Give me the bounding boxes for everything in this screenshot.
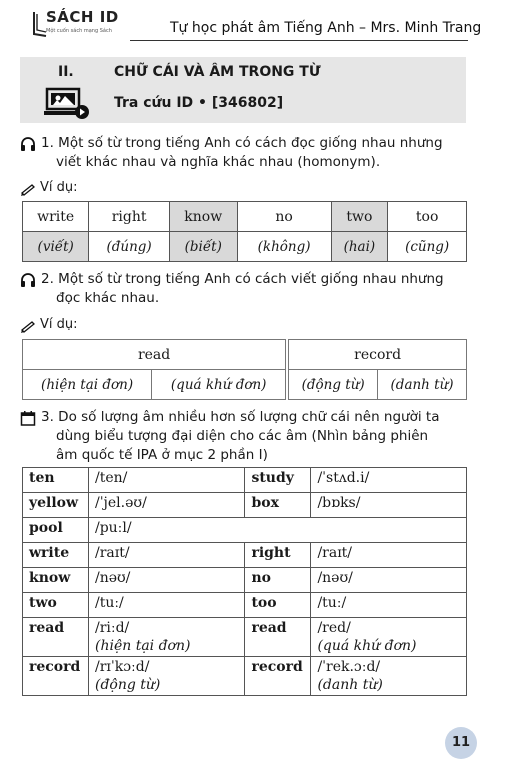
table-row [23,340,467,370]
item3-text-line3: âm quốc tế IPA ở mục 2 phần I) [56,447,268,463]
table-cell: right [89,202,170,232]
table-row [23,493,467,518]
table-cell [245,593,311,618]
cell-text: /raɪt/ [317,545,353,561]
cell-text: /ˈrek.ɔːd/ [317,659,381,675]
table-row [23,518,467,543]
table-row [23,232,467,262]
table-cell: (hiện tại đơn) [23,370,152,400]
cell-text: record [251,659,303,675]
cell-text: /tuː/ [94,595,124,611]
table-row [23,202,467,232]
table-cell: write [23,202,89,232]
cell-text: too [251,595,277,611]
cell-note: (hiện tại đơn) [94,638,191,654]
table-cell: too [388,202,467,232]
table-cell: (không) [237,232,331,262]
table-row [23,370,467,400]
ipa-table [22,467,467,696]
table-cell [23,657,89,696]
logo-tagline: Một cuốn sách mạng Sách [46,28,112,34]
cell-text: pool [29,520,63,536]
table-cell: record [289,340,467,370]
cell-text: /riːd/ [94,620,130,636]
table-cell [23,543,89,568]
cell-text: /nəʊ/ [317,570,353,586]
cell-text: know [29,570,71,586]
table-cell: know [169,202,237,232]
heteronym-table [22,339,467,400]
cell-text: study [251,470,294,486]
table-row [23,543,467,568]
table-cell: no [237,202,331,232]
table-cell: (quá khứ đơn) [152,370,286,400]
cell-note: (danh từ) [317,677,383,693]
cell-text: /rɪˈkɔːd/ [94,659,150,675]
table-cell: two [331,202,388,232]
cell-text: /bɒks/ [317,495,361,511]
headphones-icon [20,136,36,152]
table-cell [311,593,467,618]
table-cell [88,593,244,618]
cell-text: right [251,545,291,561]
logo-text: SÁCH ID [46,8,119,26]
cell-text: /raɪt/ [94,545,130,561]
table-cell [311,657,467,696]
section-number: II. [58,64,74,80]
item3-text-line1: 3. Do số lượng âm nhiều hơn số lượng chữ cái nên người ta [41,409,440,425]
headphones-icon [20,272,36,288]
item1-text-line2: viết khác nhau và nghĩa khác nhau (homonym). [56,154,381,170]
table-row [23,468,467,493]
table-cell [311,568,467,593]
pen-icon [20,318,36,334]
cell-note: (quá khứ đơn) [317,638,417,654]
table-cell [245,568,311,593]
cell-text: /ˈstʌd.i/ [317,470,370,486]
cell-text: /nəʊ/ [94,570,131,586]
cell-note: (động từ) [94,677,161,693]
table-cell [88,493,244,518]
table-cell: (danh từ) [378,370,467,400]
table-cell [23,568,89,593]
cell-text: read [29,620,65,636]
table-cell [245,618,311,657]
table-cell: (biết) [169,232,237,262]
cell-text: /puːl/ [94,520,132,536]
table-cell [311,543,467,568]
item3-text-line2: dùng biểu tượng đại diện cho các âm (Nhìn bảng phiên [56,428,429,444]
cell-text: write [29,545,70,561]
table-cell [311,468,467,493]
example-label-1: Ví dụ: [40,180,78,195]
table-cell: (hai) [331,232,388,262]
table-cell [88,568,244,593]
table-cell: (đúng) [89,232,170,262]
table-cell [245,493,311,518]
section-title: CHỮ CÁI VÀ ÂM TRONG TỪ [114,64,321,80]
pen-icon [20,181,36,197]
cell-text: /tuː/ [317,595,347,611]
table-cell: read [23,340,286,370]
example-label-2: Ví dụ: [40,317,78,332]
table-cell [311,618,467,657]
header-title: Tự học phát âm Tiếng Anh – Mrs. Minh Trang [170,20,482,36]
page-number: 11 [445,727,477,759]
table-cell [23,518,89,543]
cell-text: no [251,570,271,586]
table-row [23,593,467,618]
cell-text: record [29,659,81,675]
cell-text: two [29,595,57,611]
table-row [23,568,467,593]
cell-text: ten [29,470,55,486]
calendar-icon [20,410,36,426]
cell-text: /ˈjel.əʊ/ [94,495,147,511]
video-lesson-icon [44,86,92,120]
table-row [23,657,467,696]
table-cell [245,657,311,696]
table-cell [311,493,467,518]
table-cell [88,657,244,696]
cell-text: yellow [29,495,79,511]
table-cell [88,618,244,657]
homonym-table [22,201,467,262]
table-cell [245,468,311,493]
table-cell [88,518,466,543]
header-divider [130,40,468,41]
item2-text-line2: đọc khác nhau. [56,290,160,306]
table-cell [23,493,89,518]
cell-text: /red/ [317,620,351,636]
table-cell [23,468,89,493]
lookup-id: Tra cứu ID • [346802] [114,95,284,111]
table-cell [88,468,244,493]
table-cell [23,618,89,657]
table-cell [23,593,89,618]
table-cell: (động từ) [289,370,378,400]
cell-text: /ten/ [94,470,128,486]
logo [32,8,132,44]
table-row [23,618,467,657]
item2-text-line1: 2. Một số từ trong tiếng Anh có cách viết giống nhau nhưng [41,271,444,287]
table-cell: (viết) [23,232,89,262]
cell-text: box [251,495,279,511]
cell-text: read [251,620,287,636]
item1-text-line1: 1. Một số từ trong tiếng Anh có cách đọc giống nhau nhưng [41,135,443,151]
table-cell [245,543,311,568]
table-cell: (cũng) [388,232,467,262]
table-cell [88,543,244,568]
